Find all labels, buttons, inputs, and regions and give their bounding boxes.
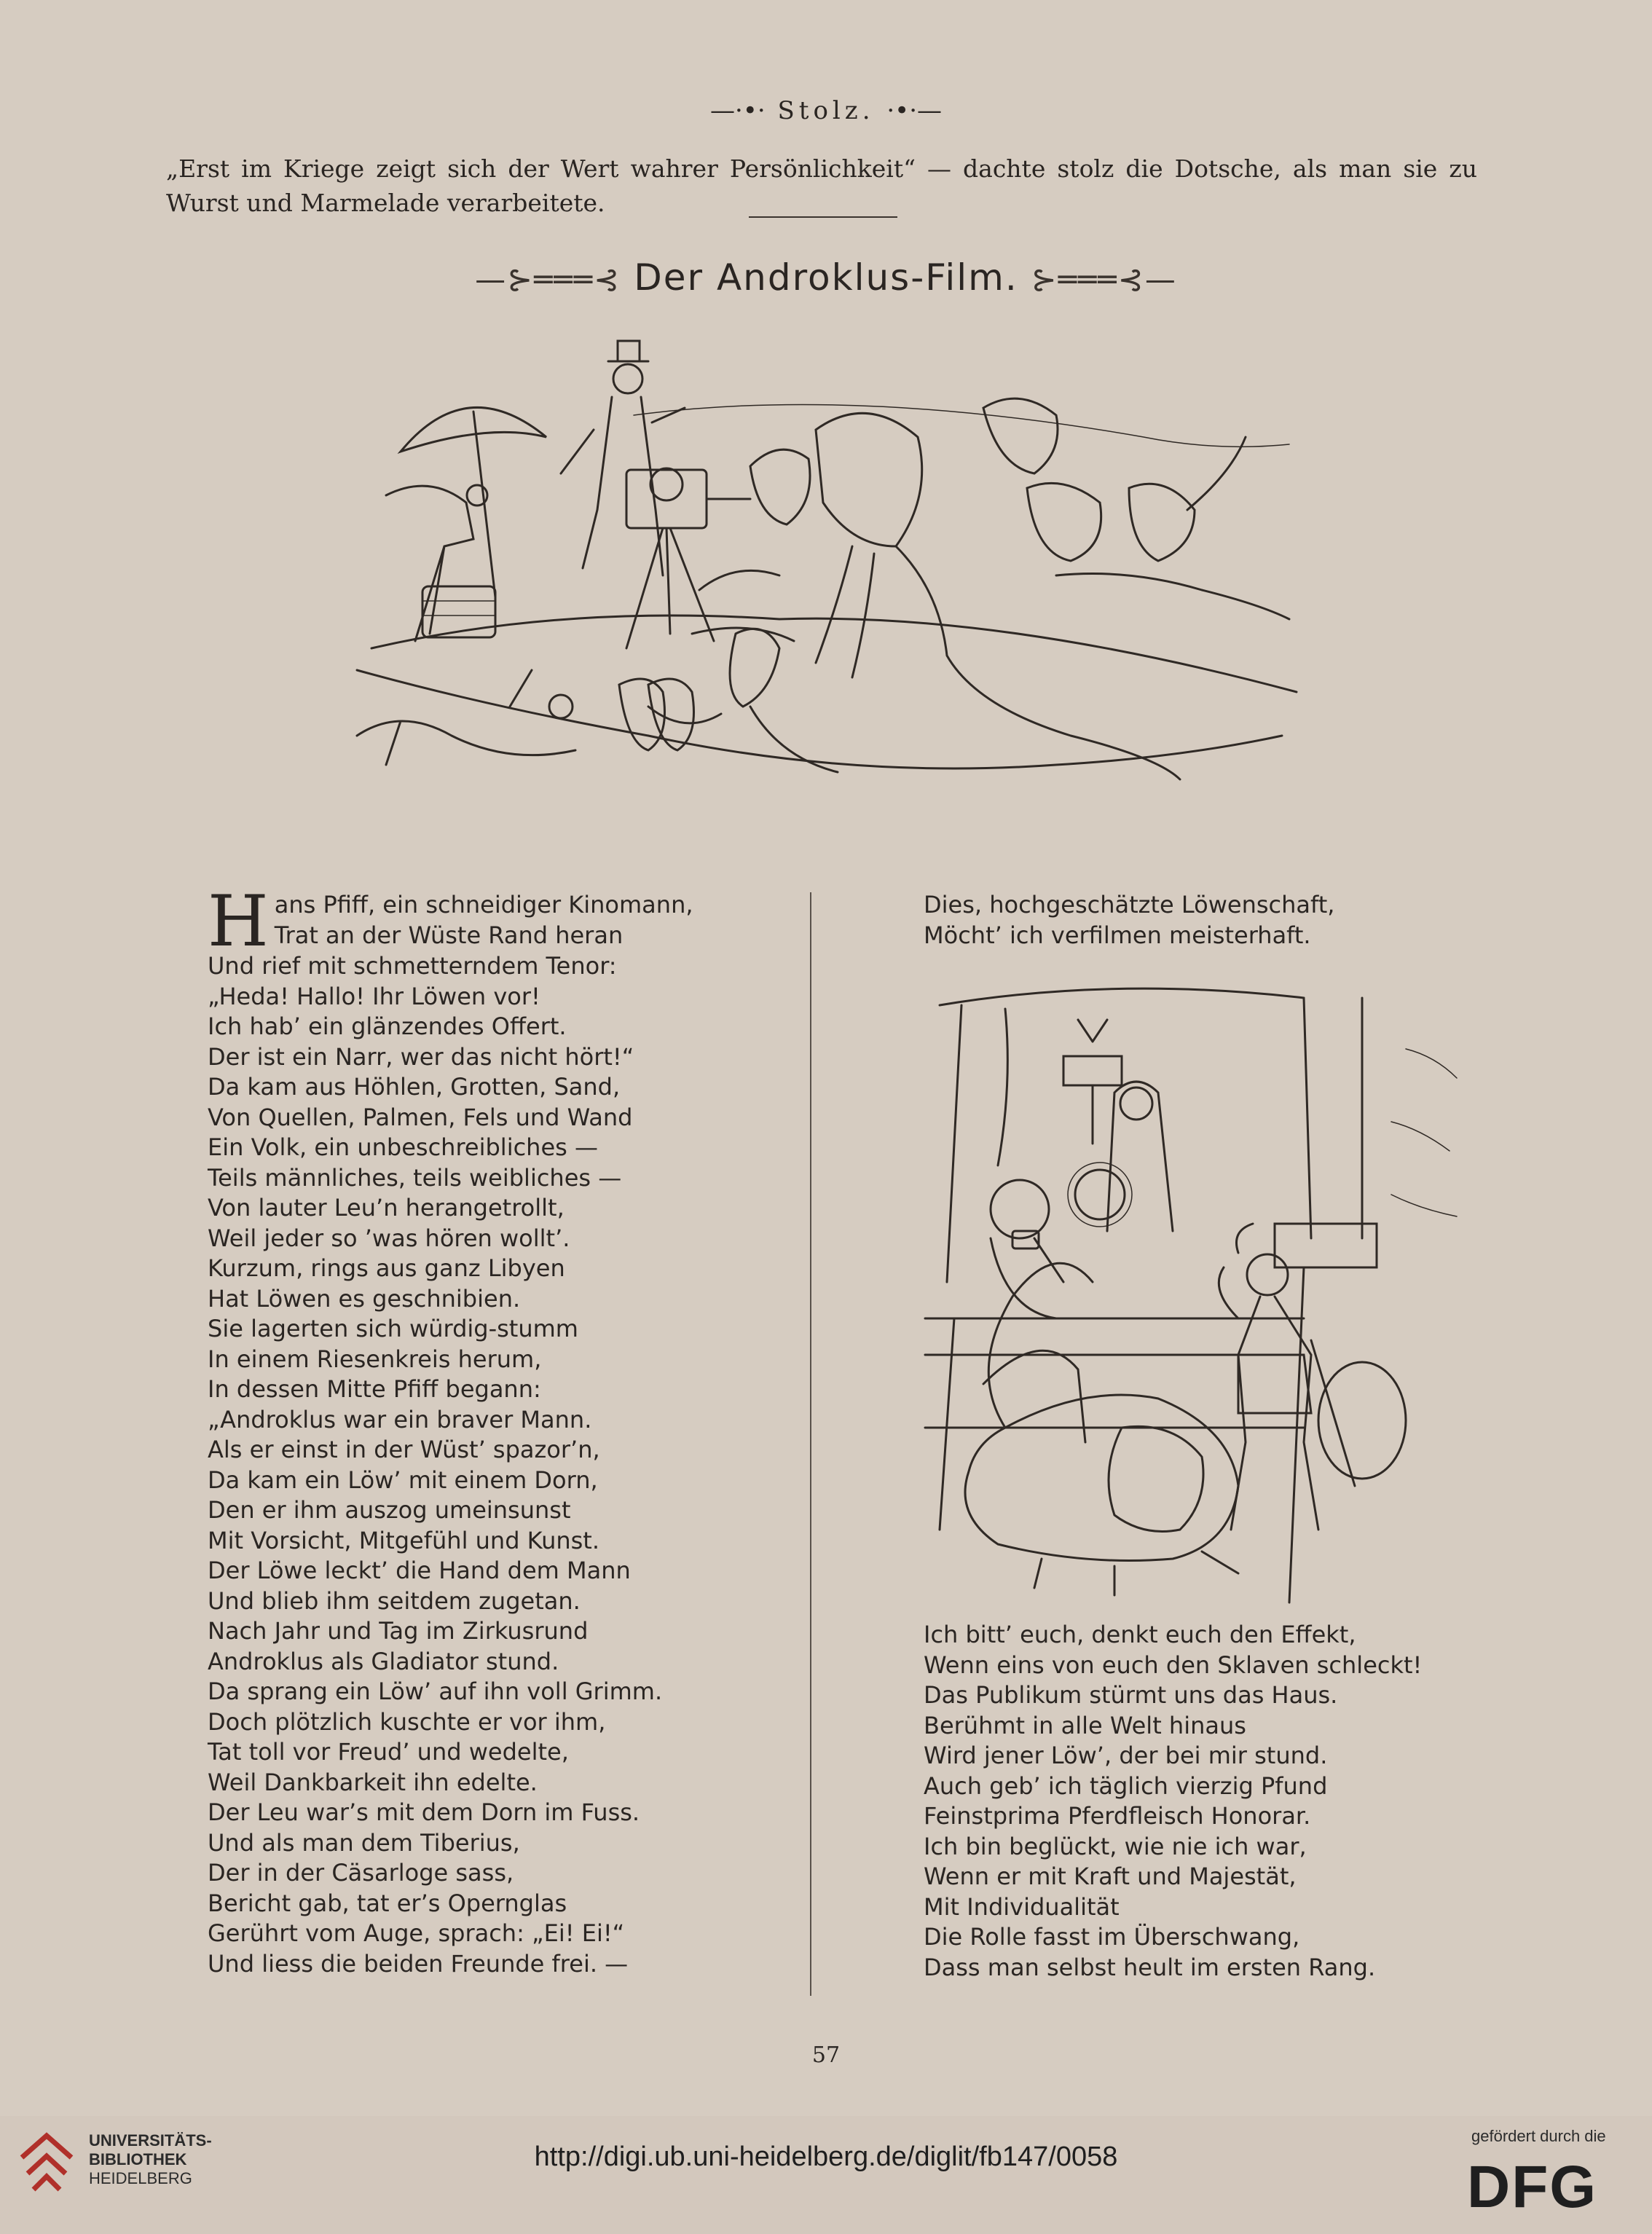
poem-line: Von lauter Leu’n herangetrollt, [208,1194,565,1222]
section-title: Stolz. [777,96,875,125]
poem-line: Weil Dankbarkeit ihn edelte. [208,1768,538,1796]
poem-line: Ich bitt’ euch, denkt euch den Effekt, [924,1621,1356,1648]
poem-line: Mit Individualität [924,1892,1120,1921]
poem-line: „Heda! Hallo! Ihr Löwen vor! [208,982,540,1010]
poem-line: Da kam aus Höhlen, Grotten, Sand, [208,1073,621,1101]
poem-line: Androklus als Gladiator stund. [208,1647,559,1675]
poem-line: Dies, hochgeschätzte Löwenschaft, [924,891,1335,919]
poem-line: „Androklus war ein braver Mann. [208,1405,592,1433]
poem-line: Teils männliches, teils weibliches — [208,1163,622,1192]
poem-line: Gerührt vom Auge, sprach: „Ei! Ei!“ [208,1919,625,1947]
column-divider [810,892,811,1996]
sponsor-label: gefördert durch die [1471,2127,1606,2145]
poem-line: Ein Volk, ein unbeschreibliches — [208,1133,598,1161]
poem-line: Bericht gab, tat er’s Opernglas [208,1889,567,1917]
university-line: UNIVERSITÄTS- [89,2131,212,2150]
poem-line: Trat an der Wüste Rand heran [274,921,624,949]
illustration-arena-gladiator-lion [896,976,1479,1610]
poem-line: Den er ihm auszog umeinsunst [208,1496,571,1524]
poem-line: Mit Vorsicht, Mitgefühl und Kunst. [208,1526,600,1554]
poem-line: Doch plötzlich kuschte er vor ihm, [208,1707,606,1736]
poem-line: Weil jeder so ’was hören wollt’. [208,1224,570,1252]
footer-bar [0,2116,1652,2234]
poem-line: Tat toll vor Freud’ und wedelte, [208,1738,569,1766]
section-text: „Erst im Kriege zeigt sich der Wert wahrer Persönlichkeit“ — dachte stolz die Dotsche, als man sie zu Wurst und Marmelade verarbeitete. [166,154,1477,217]
poem-line: Der ist ein Narr, wer das nicht hört!“ [208,1042,634,1071]
poem-line: Der in der Cäsarloge sass, [208,1859,514,1887]
poem-line: Das Publikum stürmt uns das Haus. [924,1681,1338,1709]
poem-line: ans Pfiff, ein schneidiger Kinomann, [274,891,693,919]
poem-line: Und blieb ihm seitdem zugetan. [208,1586,581,1615]
section-divider [749,216,897,218]
poem-line: Der Leu war’s mit dem Dorn im Fuss. [208,1798,640,1826]
university-line: BIBLIOTHEK [89,2150,187,2168]
poem-line: Als er einst in der Wüst’ spazor’n, [208,1436,600,1463]
poem-line: Und rief mit schmetterndem Tenor: [208,952,617,980]
poem-line: Wenn er mit Kraft und Majestät, [924,1863,1297,1890]
poem-line: Und liess die beiden Freunde frei. — [208,1949,629,1978]
poem-line: Der Löwe leckt’ die Hand dem Mann [208,1557,631,1584]
poem-right-column-top [924,890,1477,951]
poem-line: Ich hab’ ein glänzendes Offert. [208,1012,567,1040]
poem-line: Wenn eins von euch den Sklaven schleckt! [924,1651,1423,1679]
drop-cap: H [208,881,269,962]
poem-line: Feinstprima Pferdfleisch Honorar. [924,1802,1311,1830]
poem-left-column [208,881,790,1979]
left-flourish-icon: —⊱═══⊰ [475,261,621,297]
poem-line: Und als man dem Tiberius, [208,1828,520,1857]
poem-line: Sie lagerten sich würdig-stumm [208,1315,578,1342]
poem-line: In einem Riesenkreis herum, [208,1345,542,1373]
university-line: HEIDELBERG [89,2169,192,2187]
poem-line: Auch geb’ ich täglich vierzig Pfund [924,1771,1328,1800]
poem-right-column-bottom [924,1620,1506,1983]
poem-line: Nach Jahr und Tag im Zirkusrund [208,1617,589,1645]
poem-line: In dessen Mitte Pfiff begann: [208,1375,541,1403]
poem-line: Da sprang ein Löw’ auf ihn voll Grimm. [208,1678,663,1705]
dfg-logo[interactable]: DFG [1467,2154,1598,2220]
poem-line: Möcht’ ich verfilmen meisterhaft. [924,921,1311,949]
poem-line: Wird jener Löw’, der bei mir stund. [924,1742,1328,1769]
article-title: Der Androklus-Film. [634,256,1018,299]
article-heading [0,256,1652,299]
poem-line: Kurzum, rings aus ganz Libyen [208,1254,565,1282]
poem-line: Hat Löwen es geschnibien. [208,1284,521,1313]
poem-line: Die Rolle fasst im Überschwang, [924,1923,1300,1951]
right-flourish-icon: ⊱═══⊰— [1031,261,1177,297]
section-heading: —·•· Stolz. ·•·— [710,96,942,125]
poem-line: Berühmt in alle Welt hinaus [924,1711,1246,1739]
illustration-cameraman-lions [342,328,1311,852]
page-number: 57 [811,2042,841,2068]
poem-line: Ich bin beglückt, wie nie ich war, [924,1832,1307,1860]
poem-line: Von Quellen, Palmen, Fels und Wand [208,1103,633,1131]
poem-line: Da kam ein Löw’ mit einem Dorn, [208,1466,598,1494]
source-url-link[interactable]: http://digi.ub.uni-heidelberg.de/diglit/fb147/0058 [534,2141,1118,2172]
poem-line: Dass man selbst heult im ersten Rang. [924,1953,1376,1981]
